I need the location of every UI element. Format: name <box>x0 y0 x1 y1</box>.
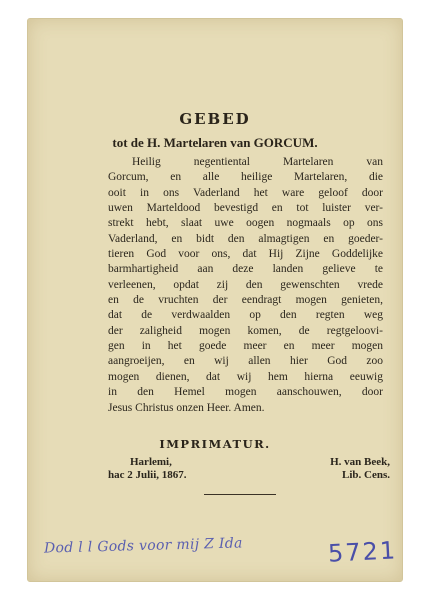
prayer-line: dat de verdwaalden op den regten weg <box>108 309 383 322</box>
handwritten-note: Dod l l Gods voor mij Z Ida <box>43 535 243 557</box>
imprimatur-heading: IMPRIMATUR. <box>159 437 271 451</box>
censor-title: Lib. Cens. <box>342 469 390 481</box>
prayer-line: Vaderland, en bidt den almagtigen en goeder- <box>108 232 383 245</box>
prayer-line: tieren God voor ons, dat Hij Zijne Goddelijke <box>108 248 383 261</box>
approval-date: hac 2 Julii, 1867. <box>108 469 187 481</box>
prayer-line: gen in het goede meer en meer mogen <box>108 340 383 353</box>
handwritten-number: 5721 <box>327 536 398 568</box>
censor-name: H. van Beek, <box>330 456 390 468</box>
prayer-line: Heilig negentiental Martelaren van <box>132 156 383 168</box>
card-subtitle: tot de H. Martelaren van GORCUM. <box>112 135 318 150</box>
prayer-line: uwen Marteldood bevestigd en tot luister ver- <box>108 202 383 215</box>
divider-rule <box>204 494 276 495</box>
prayer-line: en de vruchten der eendragt mogen genieten, <box>108 294 383 307</box>
prayer-line: Jesus Christus onzen Heer. Amen. <box>108 401 265 414</box>
prayer-line: ooit in ons Vaderland het ware geloof door <box>108 186 383 199</box>
card-title: GEBED <box>179 110 251 128</box>
prayer-line: strekt hebt, slaat uwe oogen nogmaals op ons <box>108 217 383 230</box>
prayer-line: aangroeijen, en wij allen hier God zoo <box>108 355 383 368</box>
approval-place: Harlemi, <box>130 456 172 468</box>
prayer-card <box>27 18 403 582</box>
prayer-line: barmhartigheid aan deze landen gelieve te <box>108 263 383 276</box>
prayer-line: verleenen, opdat zij den gewenschten vrede <box>108 278 383 291</box>
prayer-line: der zaligheid mogen komen, de regtgeloovi- <box>108 324 383 337</box>
prayer-line: mogen dienen, dat wij hem hierna eeuwig <box>108 370 383 383</box>
prayer-text <box>108 155 383 416</box>
approval-place-date <box>108 456 228 482</box>
prayer-line: Gorcum, en alle heilige Martelaren, die <box>108 171 383 184</box>
approval-censor <box>280 456 390 482</box>
prayer-line: in den Hemel mogen aanschouwen, door <box>108 386 383 399</box>
